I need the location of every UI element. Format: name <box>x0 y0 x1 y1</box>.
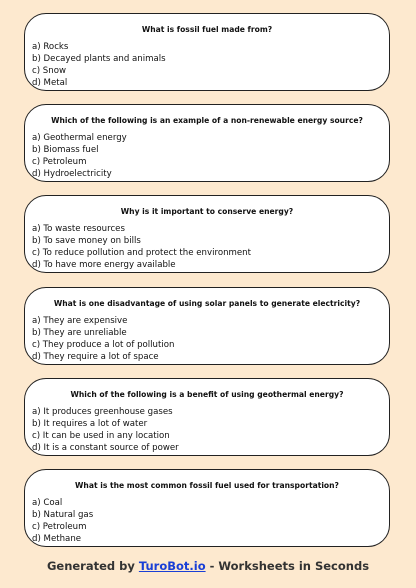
option-c: c) To reduce pollution and protect the environment <box>32 248 251 258</box>
option-b: b) Biomass fuel <box>32 145 99 155</box>
options-list <box>32 132 127 180</box>
option-b: b) Decayed plants and animals <box>32 54 166 64</box>
turobot-link[interactable]: TuroBot.io <box>138 559 206 573</box>
option-c: c) Snow <box>32 66 66 76</box>
option-c: c) They produce a lot of pollution <box>32 340 175 350</box>
option-a: a) To waste resources <box>32 224 125 234</box>
options-list <box>32 223 251 271</box>
question-text: Which of the following is a benefit of using geothermal energy? <box>70 390 344 399</box>
option-b: b) It requires a lot of water <box>32 419 148 429</box>
option-d: d) Methane <box>32 534 82 544</box>
footer-prefix: Generated by <box>46 559 139 573</box>
option-a: a) Rocks <box>32 42 69 52</box>
question-card-2 <box>24 104 390 182</box>
question-text: Why is it important to conserve energy? <box>120 207 294 216</box>
option-d: d) Metal <box>32 78 68 88</box>
option-a: a) Coal <box>32 498 63 508</box>
options-list <box>32 497 93 545</box>
option-d: d) To have more energy available <box>32 260 176 270</box>
option-a: a) They are expensive <box>32 316 128 326</box>
option-a: a) It produces greenhouse gases <box>32 407 173 417</box>
option-c: c) Petroleum <box>32 157 87 167</box>
option-d: d) They require a lot of space <box>32 352 159 362</box>
footer-suffix: - Worksheets in Seconds <box>205 559 370 573</box>
options-list <box>32 315 174 363</box>
option-a: a) Geothermal energy <box>32 133 127 143</box>
question-text: What is one disadvantage of using solar panels to generate electricity? <box>53 299 361 308</box>
question-card-1 <box>24 13 390 91</box>
options-list <box>32 41 166 89</box>
option-b: b) Natural gas <box>32 510 94 520</box>
question-card-6 <box>24 469 390 547</box>
question-card-3 <box>24 195 390 273</box>
option-d: d) It is a constant source of power <box>32 443 179 453</box>
option-c: c) Petroleum <box>32 522 87 532</box>
question-card-4 <box>24 287 390 365</box>
question-card-5 <box>24 378 390 456</box>
question-text: What is fossil fuel made from? <box>141 25 273 34</box>
option-c: c) It can be used in any location <box>32 431 170 441</box>
question-text: What is the most common fossil fuel used for transportation? <box>75 481 339 490</box>
footer <box>0 559 416 573</box>
option-d: d) Hydroelectricity <box>32 169 112 179</box>
options-list <box>32 406 179 454</box>
option-b: b) They are unreliable <box>32 328 127 338</box>
question-text: Which of the following is an example of a non-renewable energy source? <box>51 116 363 125</box>
option-b: b) To save money on bills <box>32 236 141 246</box>
